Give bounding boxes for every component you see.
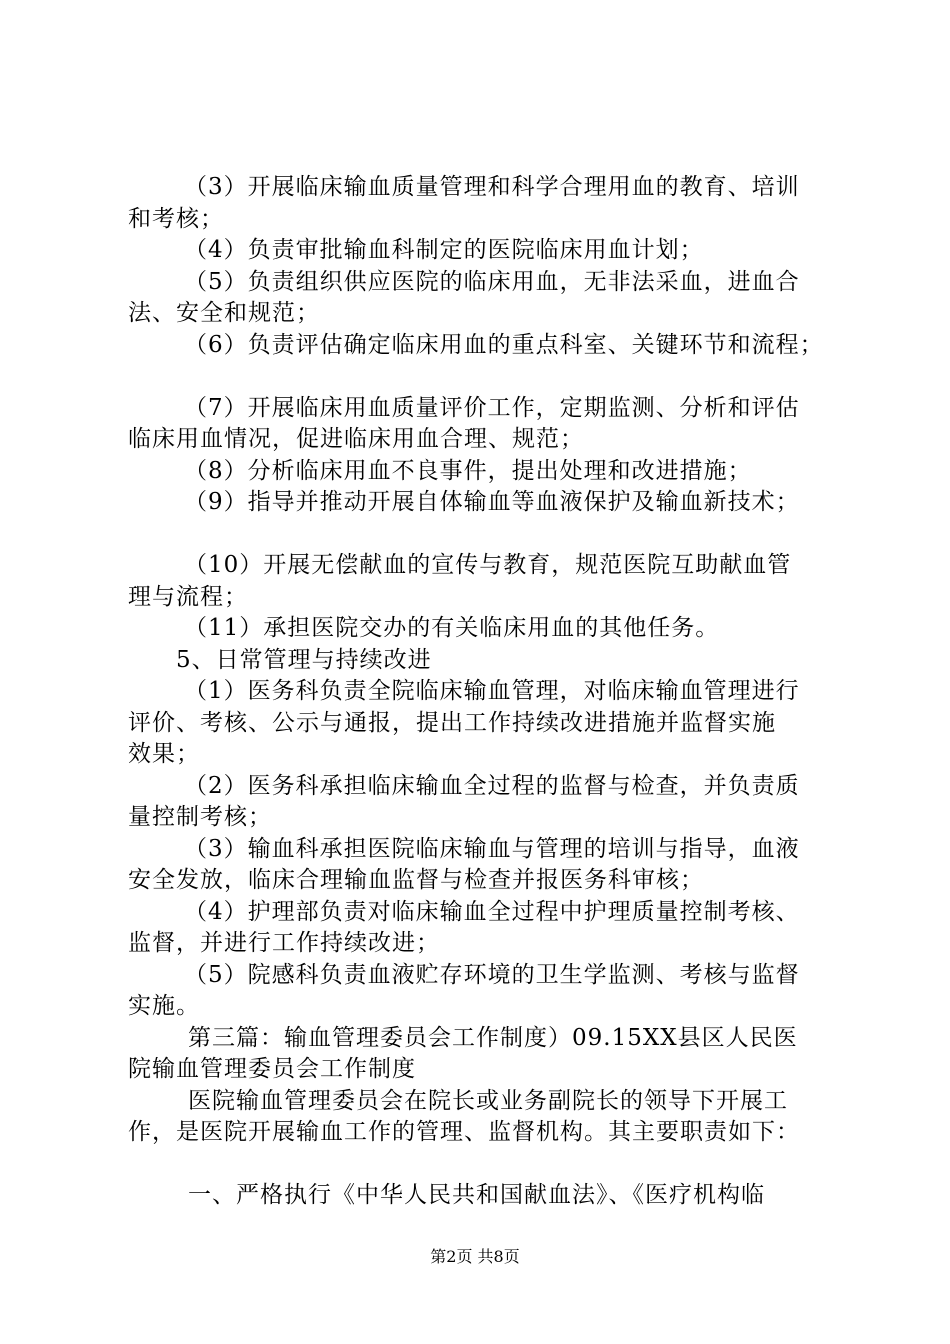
paragraph-line: （10）开展无偿献血的宣传与教育，规范医院互助献血管 [184, 552, 792, 578]
paragraph-line: （9）指导并推动开展自体输血等血液保护及输血新技术； [184, 489, 800, 515]
paragraph-line: （4）护理部负责对临床输血全过程中护理质量控制考核、 [184, 898, 800, 925]
paragraph-line: 实施。 [128, 993, 200, 1019]
paragraph-line: 评价、考核、公示与通报，提出工作持续改进措施并监督实施 [128, 709, 776, 736]
paragraph-line: 理与流程； [128, 583, 248, 610]
paragraph-line: （11）承担医院交办的有关临床用血的其他任务。 [184, 615, 720, 641]
paragraph-line: 法、安全和规范； [128, 300, 320, 326]
section-heading: 5、日常管理与持续改进 [176, 646, 432, 673]
paragraph-line: 医院输血管理委员会在院长或业务副院长的领导下开展工 [188, 1087, 788, 1114]
document-body [128, 172, 848, 1212]
paragraph-line: （1）医务科负责全院临床输血管理，对临床输血管理进行 [184, 678, 800, 704]
paragraph-line: 一、严格执行《中华人民共和国献血法》、《医疗机构临 [188, 1182, 765, 1208]
paragraph-line: 效果； [128, 741, 200, 767]
paragraph-line: （5）院感科负责血液贮存环境的卫生学监测、考核与监督 [184, 961, 800, 988]
paragraph-line: 量控制考核； [128, 804, 272, 830]
paragraph-line: （2）医务科承担临床输血全过程的监督与检查，并负责质 [184, 772, 800, 799]
paragraph-line: （8）分析临床用血不良事件，提出处理和改进措施； [184, 457, 752, 484]
paragraph-line: 监督，并进行工作持续改进； [128, 930, 440, 956]
paragraph-line: （3）输血科承担医院临床输血与管理的培训与指导，血液 [184, 835, 800, 862]
paragraph-line: （6）负责评估确定临床用血的重点科室、关键环节和流程； [184, 331, 824, 358]
chapter-heading: 第三篇：输血管理委员会工作制度）09.15XX县区人民医 [188, 1024, 798, 1051]
paragraph-line: 作，是医院开展输血工作的管理、监督机构。其主要职责如下： [128, 1119, 800, 1145]
page-number-footer: 第2页 共8页 [430, 1247, 520, 1266]
blank-line [128, 1149, 848, 1181]
chapter-heading: 院输血管理委员会工作制度 [128, 1056, 416, 1082]
paragraph-line: 临床用血情况，促进临床用血合理、规范； [128, 426, 584, 452]
paragraph-line: （5）负责组织供应医院的临床用血，无非法采血，进血合 [184, 268, 800, 295]
blank-line [128, 519, 848, 551]
paragraph-line: （3）开展临床输血质量管理和科学合理用血的教育、培训 [184, 174, 800, 200]
paragraph-line: （7）开展临床用血质量评价工作，定期监测、分析和评估 [184, 394, 800, 421]
paragraph-line: （4）负责审批输血科制定的医院临床用血计划； [184, 237, 704, 263]
paragraph-line: 和考核； [128, 205, 224, 232]
paragraph-line: 安全发放，临床合理输血监督与检查并报医务科审核； [128, 867, 704, 893]
blank-line [128, 361, 848, 393]
